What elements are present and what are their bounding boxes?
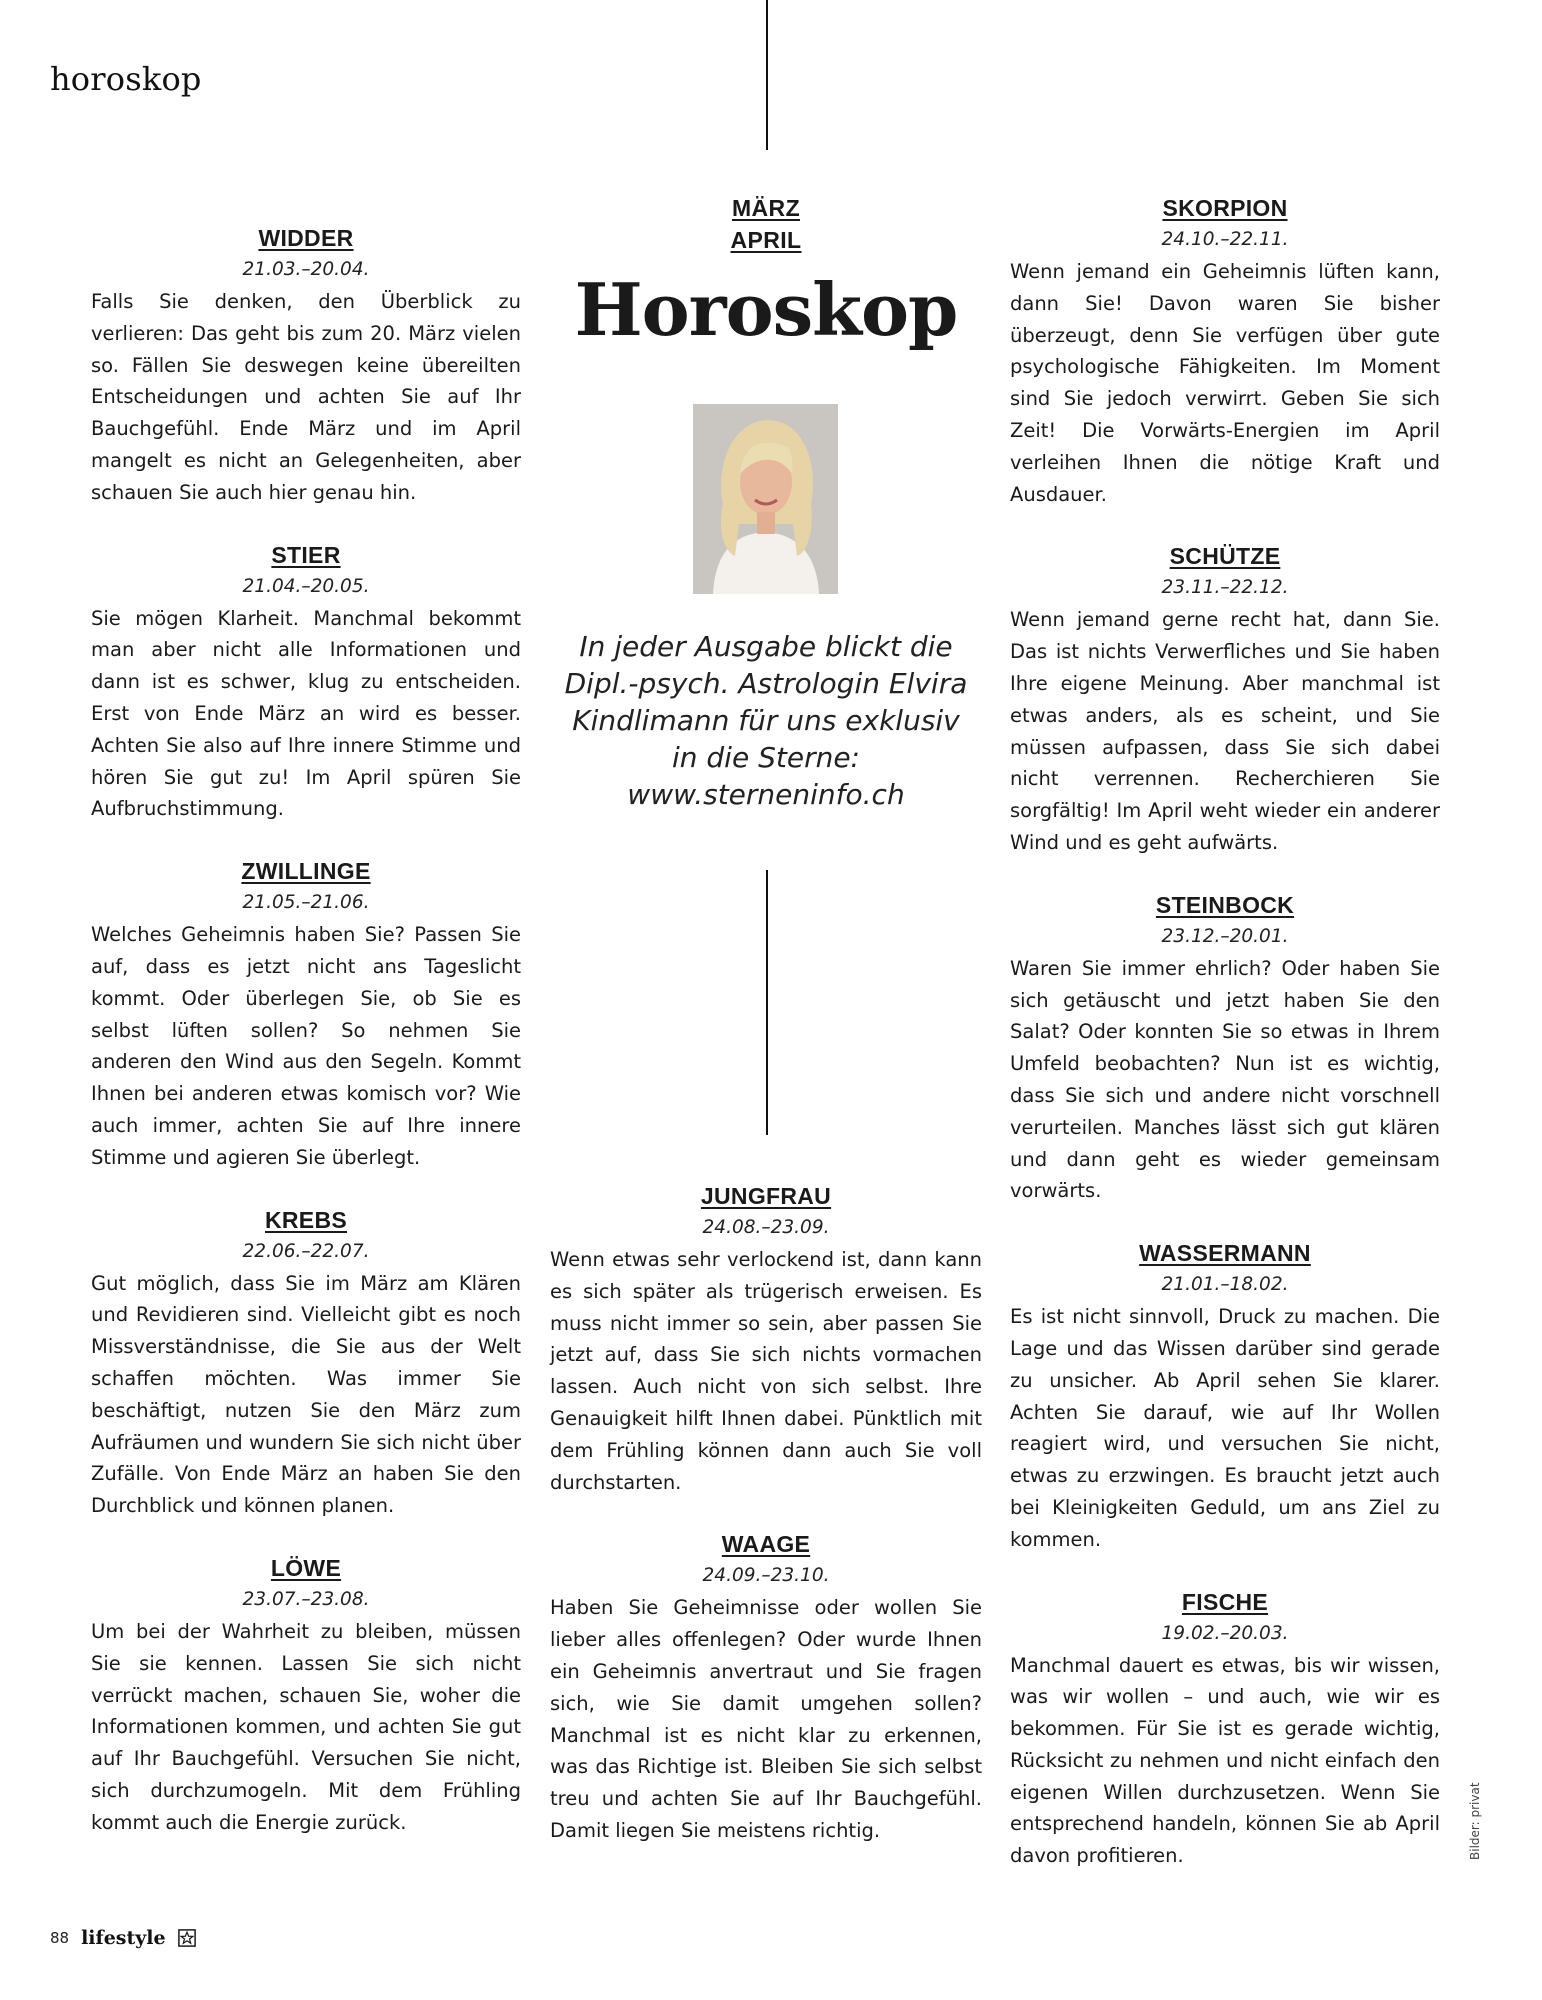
sign-text: Wenn etwas sehr verlockend ist, dann kann es sich später als trügerisch erweisen. Es muss nicht immer so sein, aber passen Sie jetzt auf, dass Sie sich nichts vormachen lassen. Auch nicht von sich selbst. Ihre Genauigkeit hilft Ihnen dabei. Pünktlich mit dem Frühling können dann auch Sie voll durchstarten. [550,1248,982,1494]
sign-text: Falls Sie denken, den Überblick zu verlieren: Das geht bis zum 20. März vielen so. Fällen Sie deswegen keine übereilten Entscheidungen und achten Sie auf Ihr Bauchgefühl. Ende März und im April mangelt es nicht an Gelegenheiten, aber schauen Sie auch hier genau hin. [91,290,521,504]
sign-text: Sie mögen Klarheit. Manchmal bekommt man aber nicht alle Informationen und dann ist es schwer, klug zu entscheiden. Erst von Ende März an wird es besser. Achten Sie also auf Ihre innere Stimme und hören Sie gut zu! Im April spüren Sie Aufbruchstimmung. [91,606,521,821]
sign-dates: 23.07.–23.08. [242,1588,370,1610]
page-number: 88 [50,1929,70,1947]
sign-title: WASSERMANN [1139,1240,1311,1267]
sign-text: Um bei der Wahrheit zu bleiben, müssen Sie sie kennen. Lassen Sie sich nicht verrückt machen, schauen Sie, woher die Informationen kommen, und achten Sie gut auf Ihr Bauchgefühl. Versuchen Sie nicht, sich durchzumogeln. Mit dem Frühling kommt auch die Energie zurück. [91,1619,521,1834]
sign-dates: 22.06.–22.07. [242,1240,370,1262]
month-label: MÄRZ [731,195,801,221]
sign-title: STEINBOCK [1155,891,1295,918]
sign-text: Wenn jemand gerne recht hat, dann Sie. Das ist nichts Verwerfliches und Sie haben Ihre eigene Meinung. Aber manchmal ist etwas anders, als es scheint, und Sie müssen aufpassen, dass Sie sich dabei nicht verrennen. Recherchieren Sie sorgfältig! Im April weht wieder ein anderer Wind und es geht aufwärts. [1010,608,1440,854]
sign-title: SCHÜTZE [1169,543,1281,570]
sign-wassermann [1010,1237,1440,1555]
intro-body: In jeder Ausgabe blickt die Dipl.-psych. Astrologin Elvira Kindlimann für uns exklusiv in die Sterne: [564,630,968,774]
section-label: horoskop [50,60,202,98]
sign-title: SKORPION [1162,195,1288,221]
sign-zwillinge [91,855,521,1173]
center-column [550,1180,982,1877]
sign-steinbock [1010,889,1440,1207]
sign-title: JUNGFRAU [700,1183,832,1209]
sign-text: Waren Sie immer ehrlich? Oder haben Sie sich getäuscht und jetzt haben Sie den Salat? Oder konnten Sie so etwas in Ihrem Umfeld beobachten? Nun ist es wichtig, dass Sie sich und andere nicht vorschnell verurteilen. Manches lässt sich gut klären und dann geht es wieder gemeinsam vorwärts. [1010,956,1440,1203]
sign-dates: 24.10.–22.11. [1161,229,1289,250]
page-footer [50,1927,196,1949]
sign-dates: 23.11.–22.12. [1161,577,1289,599]
sign-skorpion [1010,192,1440,510]
sign-dates: 21.05.–21.06. [242,892,370,914]
image-credit: Bilder: privat [1468,1782,1482,1860]
sign-dates: 24.09.–23.10. [702,1565,830,1587]
sign-title: STIER [271,541,341,568]
sign-text: Welches Geheimnis haben Sie? Passen Sie auf, dass es jetzt nicht ans Tageslicht kommt. Oder überlegen Sie, ob Sie es selbst lüften sollen? So nehmen Sie anderen den Wind aus den Segeln. Kommt Ihnen bei anderen etwas komisch vor? Wie auch immer, achten Sie auf Ihre innere Stimme und agieren Sie überlegt. [91,923,521,1169]
sign-text: Es ist nicht sinnvoll, Druck zu machen. Die Lage und das Wissen darüber sind gerade zu unsicher. Ab April sehen Sie klarer. Achten Sie darauf, wie auf Ihr Wollen reagiert wird, und versuchen Sie nicht, etwas zu erzwingen. Es braucht jetzt auch bei Kleinigkeiten Geduld, um ans Ziel zu kommen. [1010,1305,1440,1551]
intro-text [560,628,972,813]
sign-stier [91,539,521,826]
sign-dates: 21.01.–18.02. [1161,1274,1289,1296]
month-label: APRIL [730,227,802,253]
sign-loewe [91,1552,521,1839]
sign-text: Gut möglich, dass Sie im März am Klären und Revidieren sind. Vielleicht gibt es noch Missverständnisse, die Sie aus der Welt schaffen möchten. Was immer Sie beschäftigt, nutzen Sie den März zum Aufräumen und wundern Sie sich nicht über Zufälle. Von Ende März an haben Sie den Durchblick und können planen. [91,1271,521,1518]
star-icon [178,1929,196,1947]
sign-schuetze [1010,540,1440,858]
sign-widder [91,222,521,509]
sign-title: LÖWE [270,1554,342,1581]
sign-dates: 24.08.–23.09. [702,1217,830,1238]
right-column [1010,192,1440,1902]
sign-title: WIDDER [258,225,354,251]
sign-title: WAAGE [721,1531,811,1558]
sign-jungfrau [550,1180,982,1498]
astrologer-portrait [693,404,838,594]
left-column [91,222,521,1868]
sign-dates: 23.12.–20.01. [1161,925,1289,947]
sign-text: Wenn jemand ein Geheimnis lüften kann, dann Sie! Davon waren Sie bisher überzeugt, denn Sie verfügen über gute psychologische Fähigkeiten. Im Moment sind Sie jedoch verwirrt. Geben Sie sich Zeit! Die Vorwärts-Energien im April verleihen Ihnen die nötige Kraft und Ausdauer. [1010,260,1440,506]
header [560,192,972,358]
top-divider [766,0,768,150]
website-link[interactable]: www.sterneninfo.ch [627,778,905,811]
sign-text: Manchmal dauert es etwas, bis wir wissen, was wir wollen – und auch, wie wir es bekommen. Für Sie ist es gerade wichtig, Rücksicht zu nehmen und nicht einfach den eigenen Willen durchzusetzen. Wenn Sie entsprechend handeln, können Sie ab April davon profitieren. [1010,1653,1440,1868]
sign-fische [1010,1586,1440,1873]
sign-krebs [91,1204,521,1522]
sign-dates: 19.02.–20.03. [1161,1622,1289,1644]
brand-logo: lifestyle [81,1927,166,1949]
sign-title: KREBS [264,1206,347,1233]
sign-text: Haben Sie Geheimnisse oder wollen Sie lieber alles offenlegen? Oder wurde Ihnen ein Geheimnis anvertraut und Sie fragen sich, wie Sie damit umgehen sollen? Manchmal ist es nicht klar zu erkennen, was das Richtige ist. Bleiben Sie sich selbst treu und achten Sie auf Ihr Bauchgefühl. Damit liegen Sie meistens richtig. [550,1596,982,1842]
page-title: Horoskop [574,267,958,352]
sign-dates: 21.03.–20.04. [242,259,370,280]
sign-title: ZWILLINGE [241,858,371,885]
center-divider [766,870,768,1135]
sign-waage [550,1528,982,1846]
sign-dates: 21.04.–20.05. [242,575,370,597]
sign-title: FISCHE [1181,1588,1269,1615]
